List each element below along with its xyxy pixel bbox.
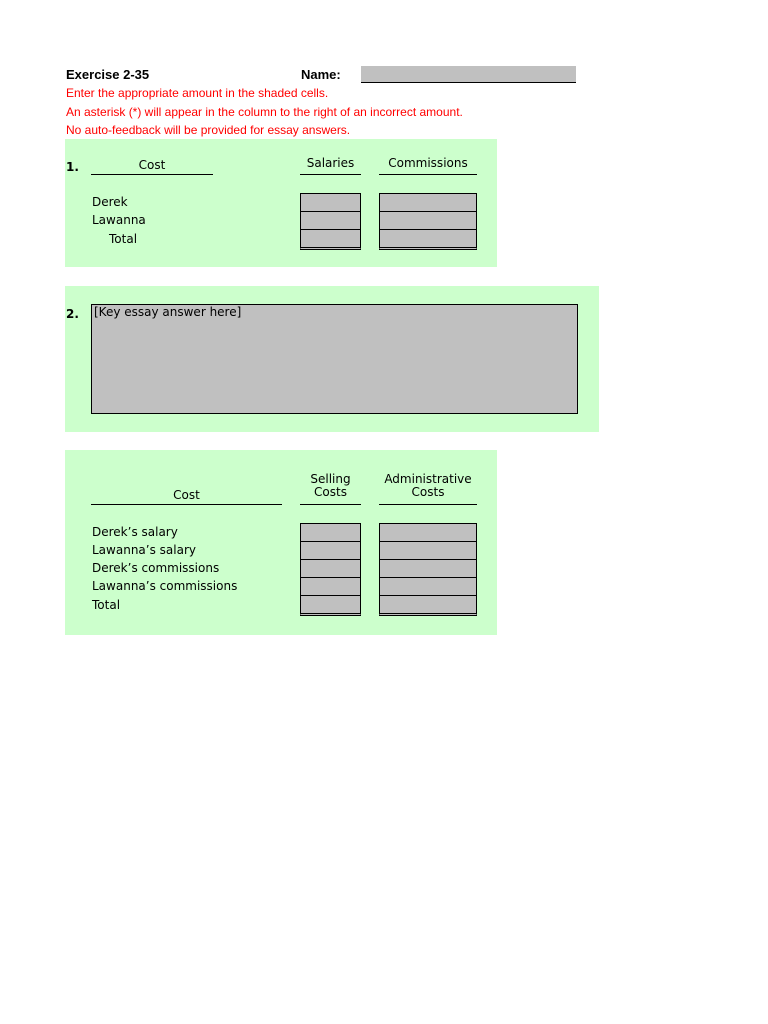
part3-selling-cell[interactable]	[300, 577, 361, 596]
part1-row-label: Total	[109, 232, 138, 246]
part3-admin-header-line2: Costs	[411, 485, 445, 499]
part1-salaries-header: Salaries	[300, 157, 361, 175]
essay-answer-field[interactable]	[91, 304, 578, 414]
part3-admin-cell[interactable]	[379, 523, 477, 542]
name-label: Name:	[301, 67, 341, 82]
part1-cost-header: Cost	[91, 159, 213, 175]
part1-total-salaries-cell[interactable]	[300, 229, 361, 250]
part3-cost-header: Cost	[91, 489, 282, 505]
part1-lawanna-commissions-cell[interactable]	[379, 211, 477, 230]
part1-row-label: Derek	[92, 195, 128, 209]
part3-row-label: Lawanna’s salary	[92, 543, 196, 557]
part3-row-label: Derek’s commissions	[92, 561, 220, 575]
name-input[interactable]	[361, 66, 576, 83]
part3-admin-cell[interactable]	[379, 559, 477, 578]
part3-row-label: Derek’s salary	[92, 525, 178, 539]
part3-row-label: Lawanna’s commissions	[92, 579, 238, 593]
part3-row-label: Total	[92, 598, 121, 612]
part3-selling-cell[interactable]	[300, 523, 361, 542]
part1-derek-salaries-cell[interactable]	[300, 193, 361, 212]
part3-selling-cell[interactable]	[300, 559, 361, 578]
part3-selling-header-line2: Costs	[314, 485, 347, 499]
part3-selling-header-line1: Selling	[310, 472, 351, 486]
exercise-title: Exercise 2-35	[66, 67, 150, 82]
part3-admin-cell[interactable]	[379, 541, 477, 560]
part1-lawanna-salaries-cell[interactable]	[300, 211, 361, 230]
instruction-line-1: Enter the appropriate amount in the shaded cells.	[66, 86, 329, 100]
part3-admin-header	[379, 473, 477, 505]
part3-admin-cell[interactable]	[379, 577, 477, 596]
part1-derek-commissions-cell[interactable]	[379, 193, 477, 212]
part3-selling-cell[interactable]	[300, 541, 361, 560]
part3-admin-total-cell[interactable]	[379, 595, 477, 616]
part2-number: 2.	[66, 307, 79, 321]
part3-admin-header-line1: Administrative	[384, 472, 472, 486]
part1-number: 1.	[66, 160, 79, 174]
instruction-line-3: No auto-feedback will be provided for essay answers.	[66, 123, 351, 137]
part3-selling-total-cell[interactable]	[300, 595, 361, 616]
part1-row-label: Lawanna	[92, 213, 146, 227]
instruction-line-2: An asterisk (*) will appear in the column to the right of an incorrect amount.	[66, 105, 463, 119]
part1-commissions-header: Commissions	[379, 157, 477, 175]
part1-total-commissions-cell[interactable]	[379, 229, 477, 250]
part3-selling-header	[300, 473, 361, 505]
